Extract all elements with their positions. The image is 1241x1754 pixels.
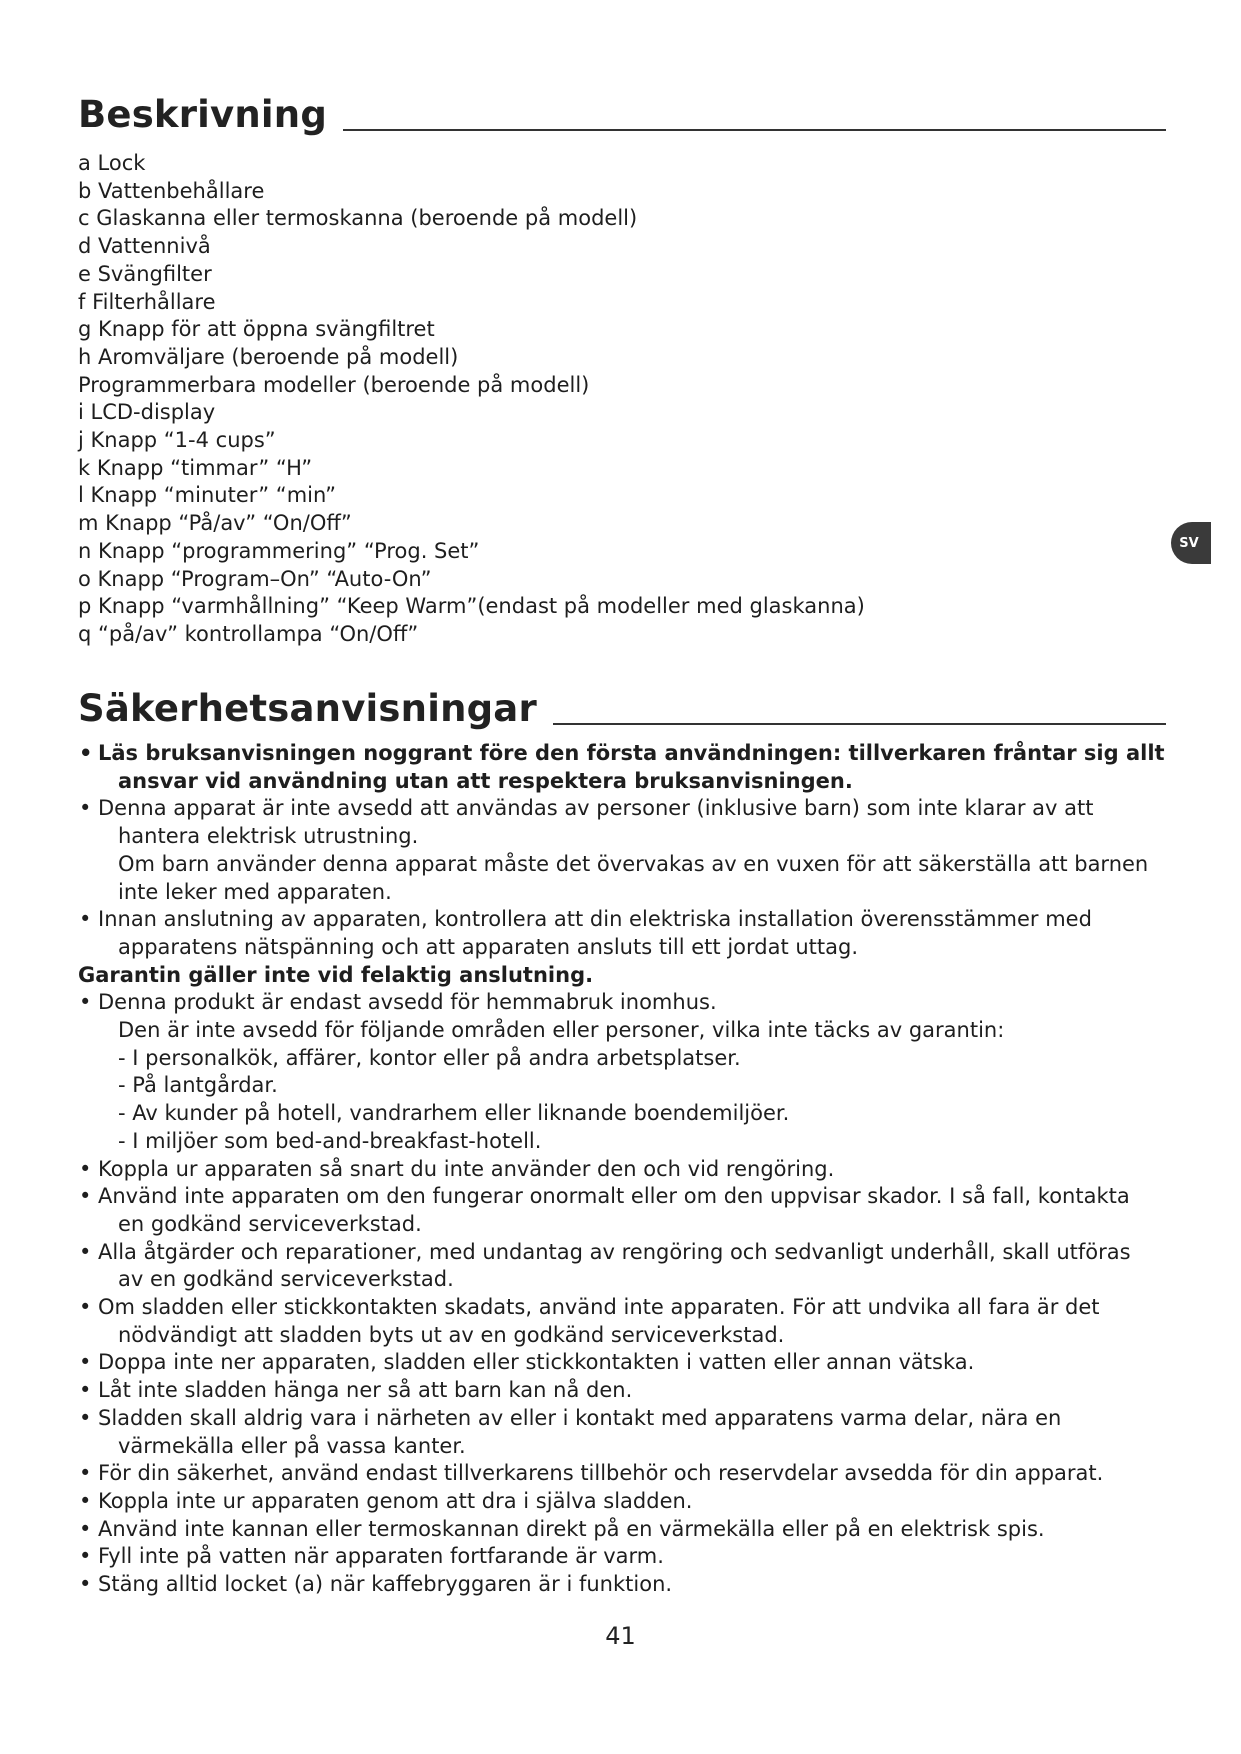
- parts-list-item: o Knapp “Program–On” “Auto-On”: [78, 566, 432, 591]
- safety-continuation-line: [78, 879, 1168, 907]
- parts-list-item: p Knapp “varmhållning” “Keep Warm”(endast på modeller med glaskanna): [78, 594, 865, 619]
- bullet-icon: •: [79, 1378, 92, 1403]
- safety-continuation-line: [78, 1266, 1168, 1294]
- safety-continuation-line: [78, 1433, 1168, 1461]
- safety-line-text: Stäng alltid locket (a) när kaffebryggaren är i funktion.: [98, 1572, 673, 1597]
- safety-line-text: - I personalkök, affärer, kontor eller på andra arbetsplatser.: [118, 1045, 741, 1070]
- parts-list-item: d Vattennivå: [78, 234, 211, 259]
- safety-line-text: inte leker med apparaten.: [118, 879, 392, 904]
- safety-bullet-item: [78, 1543, 1168, 1571]
- safety-bullet-item: [78, 740, 1168, 768]
- safety-line-text: Fyll inte på vatten när apparaten fortfarande är varm.: [98, 1544, 664, 1569]
- bullet-icon: •: [79, 1488, 92, 1513]
- safety-bullet-item: [78, 1294, 1168, 1322]
- parts-list-item: q “på/av” kontrollampa “On/Off”: [78, 621, 419, 646]
- safety-bullet-item: [78, 1516, 1168, 1544]
- safety-bullet-item: [78, 906, 1168, 934]
- safety-line-text: värmekälla eller på vassa kanter.: [118, 1433, 466, 1458]
- safety-bullet-item: [78, 795, 1168, 823]
- safety-continuation-line: [78, 1322, 1168, 1350]
- parts-list-item: i LCD-display: [78, 400, 216, 425]
- safety-line-text: nödvändigt att sladden byts ut av en godkänd serviceverkstad.: [118, 1322, 785, 1347]
- safety-continuation-line: [78, 1045, 1168, 1073]
- bullet-icon: •: [79, 1156, 92, 1181]
- safety-instructions: [78, 740, 1168, 1599]
- safety-line-text: ansvar vid användning utan att respektera bruksanvisningen.: [118, 768, 853, 793]
- bullet-icon: •: [79, 907, 92, 932]
- language-tab: SV: [1171, 522, 1211, 564]
- description-heading: Beskrivning: [78, 93, 328, 136]
- safety-line-text: Den är inte avsedd för följande områden eller personer, vilka inte täcks av garantin:: [118, 1018, 1005, 1043]
- parts-list-item: m Knapp “På/av” “On/Off”: [78, 511, 352, 536]
- safety-line-text: Alla åtgärder och reparationer, med undantag av rengöring och sedvanligt underhåll, skall utföras: [98, 1239, 1131, 1264]
- parts-list-item: f Filterhållare: [78, 289, 216, 314]
- safety-bullet-item: [78, 1183, 1168, 1211]
- bullet-icon: •: [79, 1461, 92, 1486]
- page-number: 41: [605, 1622, 636, 1650]
- parts-list-item: b Vattenbehållare: [78, 178, 265, 203]
- bullet-icon: •: [79, 1350, 92, 1375]
- parts-list-item: h Aromväljare (beroende på modell): [78, 344, 459, 369]
- bullet-icon: •: [79, 1544, 92, 1569]
- safety-bullet-item: [78, 1349, 1168, 1377]
- safety-bullet-item: [78, 1239, 1168, 1267]
- bullet-icon: •: [79, 741, 93, 765]
- safety-continuation-line: [78, 823, 1168, 851]
- parts-list-item: j Knapp “1-4 cups”: [78, 428, 276, 453]
- safety-line-text: Använd inte apparaten om den fungerar onormalt eller om den uppvisar skador. I så fall, kontakta: [98, 1184, 1130, 1209]
- safety-line-text: Använd inte kannan eller termoskannan direkt på en värmekälla eller på en elektrisk spis.: [98, 1516, 1045, 1541]
- safety-continuation-line: [78, 1211, 1168, 1239]
- safety-line-text: apparatens nätspänning och att apparaten ansluts till ett jordat uttag.: [118, 934, 859, 959]
- safety-bullet-item: [78, 1460, 1168, 1488]
- safety-bullet-item: [78, 989, 1168, 1017]
- bullet-icon: •: [79, 1295, 92, 1320]
- safety-heading: Säkerhetsanvisningar: [78, 687, 537, 730]
- description-section-header: [78, 93, 1166, 136]
- heading-rule: [343, 129, 1166, 131]
- safety-line-text: Om barn använder denna apparat måste det övervakas av en vuxen för att säkerställa att barnen: [118, 851, 1149, 876]
- safety-line-text: hantera elektrisk utrustning.: [118, 824, 419, 849]
- safety-bullet-item: [78, 1377, 1168, 1405]
- safety-continuation-line: [78, 1072, 1168, 1100]
- safety-bullet-item: [78, 1405, 1168, 1433]
- parts-list-item: Programmerbara modeller (beroende på modell): [78, 372, 590, 397]
- parts-list-item: g Knapp för att öppna svängfiltret: [78, 317, 435, 342]
- safety-line-text: Om sladden eller stickkontakten skadats, använd inte apparaten. För att undvika all fara är det: [98, 1295, 1100, 1320]
- safety-line-text: Denna produkt är endast avsedd för hemmabruk inomhus.: [98, 990, 717, 1015]
- bullet-icon: •: [79, 1516, 92, 1541]
- bullet-icon: •: [79, 1239, 92, 1264]
- bullet-icon: •: [79, 1184, 92, 1209]
- safety-continuation-line: [78, 934, 1168, 962]
- parts-list-item: a Lock: [78, 151, 146, 175]
- safety-line-text: - I miljöer som bed-and-breakfast-hotell.: [118, 1128, 542, 1153]
- bullet-icon: •: [79, 1572, 92, 1597]
- safety-continuation-line: [78, 1017, 1168, 1045]
- parts-list: [78, 150, 865, 649]
- parts-list-item: l Knapp “minuter” “min”: [78, 483, 337, 508]
- safety-line-text: Koppla ur apparaten så snart du inte använder den och vid rengöring.: [98, 1156, 835, 1181]
- safety-continuation-line: [78, 768, 1168, 796]
- parts-list-item: e Svängfilter: [78, 261, 212, 286]
- safety-continuation-line: [78, 1100, 1168, 1128]
- parts-list-item: n Knapp “programmering” “Prog. Set”: [78, 538, 480, 563]
- safety-bullet-item: [78, 1156, 1168, 1184]
- safety-line-text: av en godkänd serviceverkstad.: [118, 1267, 454, 1292]
- warranty-note: [78, 962, 1168, 990]
- parts-list-item: c Glaskanna eller termoskanna (beroende på modell): [78, 206, 638, 231]
- safety-line-text: Låt inte sladden hänga ner så att barn kan nå den.: [98, 1378, 633, 1403]
- safety-line-text: För din säkerhet, använd endast tillverkarens tillbehör och reservdelar avsedda för din apparat.: [98, 1461, 1104, 1486]
- safety-line-text: Denna apparat är inte avsedd att användas av personer (inklusive barn) som inte klarar av att: [98, 796, 1094, 821]
- safety-continuation-line: [78, 851, 1168, 879]
- safety-line-text: - På lantgårdar.: [118, 1073, 278, 1098]
- safety-line-text: Koppla inte ur apparaten genom att dra i själva sladden.: [98, 1488, 693, 1513]
- safety-line-text: Doppa inte ner apparaten, sladden eller stickkontakten i vatten eller annan vätska.: [98, 1350, 975, 1375]
- safety-bullet-item: [78, 1571, 1168, 1599]
- heading-rule: [553, 723, 1166, 725]
- safety-line-text: Innan anslutning av apparaten, kontrollera att din elektriska installation överensstämmer med: [98, 907, 1092, 932]
- parts-list-item: k Knapp “timmar” “H”: [78, 455, 313, 480]
- safety-line-text: Sladden skall aldrig vara i närheten av eller i kontakt med apparatens varma delar, nära en: [98, 1405, 1062, 1430]
- safety-bullet-item: [78, 1488, 1168, 1516]
- safety-continuation-line: [78, 1128, 1168, 1156]
- safety-line-text: en godkänd serviceverkstad.: [118, 1211, 422, 1236]
- safety-line-text: Garantin gäller inte vid felaktig anslutning.: [78, 962, 594, 987]
- bullet-icon: •: [79, 796, 92, 821]
- bullet-icon: •: [79, 990, 92, 1015]
- bullet-icon: •: [79, 1405, 92, 1430]
- safety-line-text: Läs bruksanvisningen noggrant före den första användningen: tillverkaren fråntar sig allt: [98, 741, 1165, 765]
- safety-line-text: - Av kunder på hotell, vandrarhem eller liknande boendemiljöer.: [118, 1101, 790, 1126]
- safety-section-header: [78, 687, 1166, 730]
